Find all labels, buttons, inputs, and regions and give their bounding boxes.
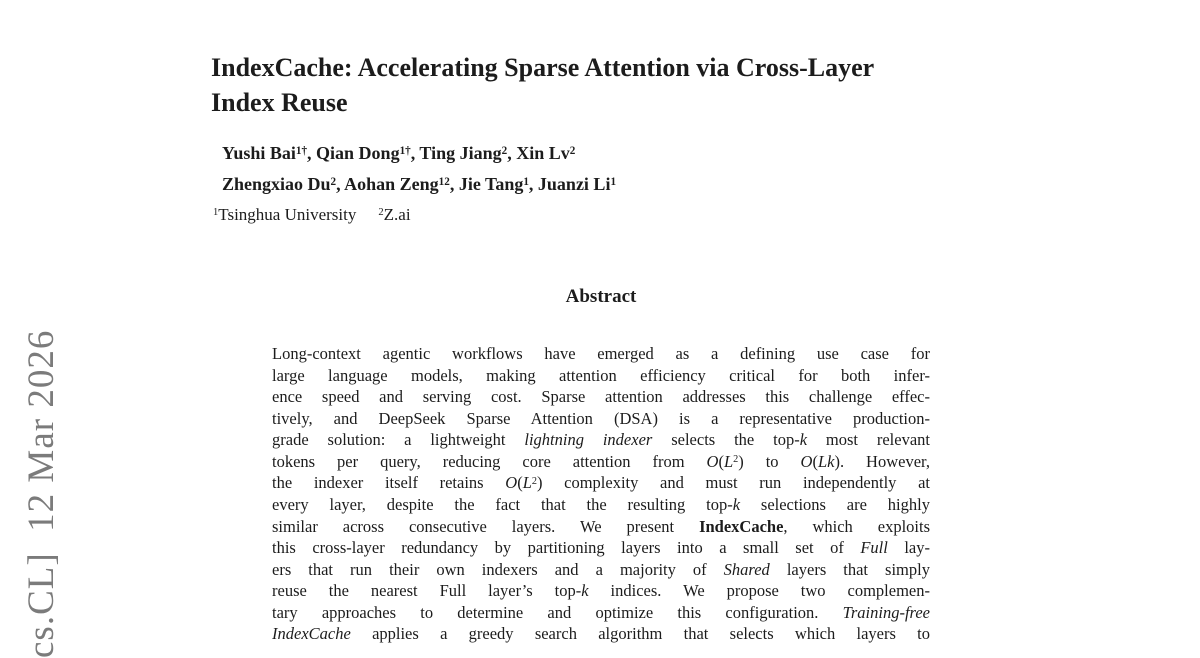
abstract-line [272, 429, 930, 451]
text-segment: large language models, making attention efficiency critical for both infer- [272, 365, 930, 385]
affiliation-number: 2 [378, 207, 384, 219]
abstract-line [272, 537, 930, 559]
text-segment: the indexer itself retains [272, 473, 506, 493]
text-segment: ( [517, 473, 523, 493]
text-segment: 2 [569, 144, 576, 157]
text-segment: Qian Dong [316, 143, 400, 163]
text-segment: grade solution: a lightweight [272, 430, 525, 450]
text-segment: 1† [295, 144, 308, 157]
text-segment: lay- [887, 538, 930, 558]
affiliation-item [378, 205, 410, 224]
text-segment: IndexCache [699, 516, 784, 536]
paper-title-line-1: IndexCache: Accelerating Sparse Attention via Cross-Layer [211, 53, 875, 82]
abstract-line [272, 559, 930, 581]
text-segment: O [706, 451, 719, 471]
text-segment: 2 [501, 144, 508, 157]
text-segment: ers that run their own indexers and a majority of [272, 559, 724, 579]
text-segment: , [528, 174, 538, 194]
text-segment: 1† [399, 144, 411, 157]
text-segment: , [410, 143, 420, 163]
text-segment: 1 [610, 175, 617, 188]
text-segment: O [800, 451, 813, 471]
abstract-line [272, 472, 930, 494]
abstract-line [272, 451, 930, 473]
affiliation-name: Z.ai [383, 205, 411, 224]
text-segment: Juanzi Li [537, 174, 611, 194]
text-segment: ence speed and serving cost. Sparse attention addresses this challenge effec- [272, 387, 930, 407]
paper-title-line-2: Index Reuse [211, 88, 348, 117]
abstract-line [272, 580, 930, 602]
text-segment: lightning indexer [524, 430, 653, 450]
text-segment: O [505, 473, 518, 493]
text-segment: Lk [817, 451, 835, 471]
text-segment: 2 [733, 454, 739, 466]
affiliation-item [213, 205, 356, 224]
text-segment: Full [860, 538, 888, 558]
text-segment: selections are highly [740, 494, 930, 514]
text-segment: Shared [723, 559, 770, 579]
text-segment: tively, and DeepSeek Sparse Attention (DSA) is a representative production- [272, 408, 930, 428]
abstract-line [272, 343, 930, 365]
text-segment: , [507, 143, 517, 163]
text-segment: Zhengxiao Du [222, 174, 331, 194]
author-line [222, 170, 922, 201]
text-segment: layers that simply [769, 559, 930, 579]
text-segment: , which exploits [783, 516, 930, 536]
text-segment: reuse the nearest Full layer’s top- [272, 581, 582, 601]
text-segment: Jie Tang [458, 174, 524, 194]
text-segment: most relevant [807, 430, 930, 450]
text-segment: ) to [738, 451, 801, 471]
text-segment: L [522, 473, 532, 493]
text-segment: every layer, despite the fact that the resulting top- [272, 494, 733, 514]
author-line [222, 139, 922, 170]
affiliation-name: Tsinghua University [218, 205, 357, 224]
text-segment: Xin Lv [516, 143, 570, 163]
affiliations [213, 203, 913, 230]
text-segment: k [581, 581, 589, 601]
text-segment: selects the top- [652, 430, 800, 450]
text-segment: , [307, 143, 317, 163]
abstract-line [272, 494, 930, 516]
text-segment: ( [812, 451, 818, 471]
text-segment: 1 [523, 175, 529, 188]
arxiv-watermark: cs.CL] 12 Mar 2026 [21, 329, 62, 658]
text-segment: 12 [438, 175, 450, 188]
abstract-line [272, 386, 930, 408]
text-segment: k [799, 430, 808, 450]
text-segment: 2 [330, 175, 337, 188]
abstract-line [272, 623, 930, 645]
text-segment: ( [718, 451, 724, 471]
text-segment: Training-free [842, 602, 930, 622]
text-segment: k [732, 494, 741, 514]
text-segment: Long-context agentic workflows have emerged as a defining use case for [272, 344, 930, 363]
affiliation-number: 1 [213, 207, 219, 219]
abstract-line [272, 408, 930, 430]
abstract-heading: Abstract [565, 286, 637, 307]
abstract-line [272, 516, 930, 538]
text-segment: Aohan Zeng [344, 174, 439, 194]
paper-title [211, 50, 1031, 120]
text-segment: Yushi Bai [222, 143, 296, 163]
abstract-line [272, 365, 930, 387]
abstract-text [272, 343, 930, 645]
abstract-line [272, 602, 930, 624]
author-list [222, 139, 922, 201]
text-segment: ). However, [834, 451, 930, 471]
text-segment: tary approaches to determine and optimize this configuration. [272, 602, 843, 622]
text-segment: applies a greedy search algorithm that selects which layers to [350, 624, 930, 644]
text-segment: Ting Jiang [419, 143, 502, 163]
text-segment: 2 [531, 475, 537, 487]
text-segment: , [449, 174, 459, 194]
text-segment: similar across consecutive layers. We present [272, 516, 700, 536]
text-segment: ) complexity and must run independently at [536, 473, 930, 493]
text-segment: IndexCache [272, 624, 351, 644]
text-segment: tokens per query, reducing core attention from [272, 451, 707, 471]
text-segment: L [723, 451, 734, 471]
text-segment: indices. We propose two complemen- [588, 581, 930, 601]
text-segment: this cross-layer redundancy by partitioning layers into a small set of [272, 538, 861, 558]
text-segment: , [336, 174, 345, 194]
